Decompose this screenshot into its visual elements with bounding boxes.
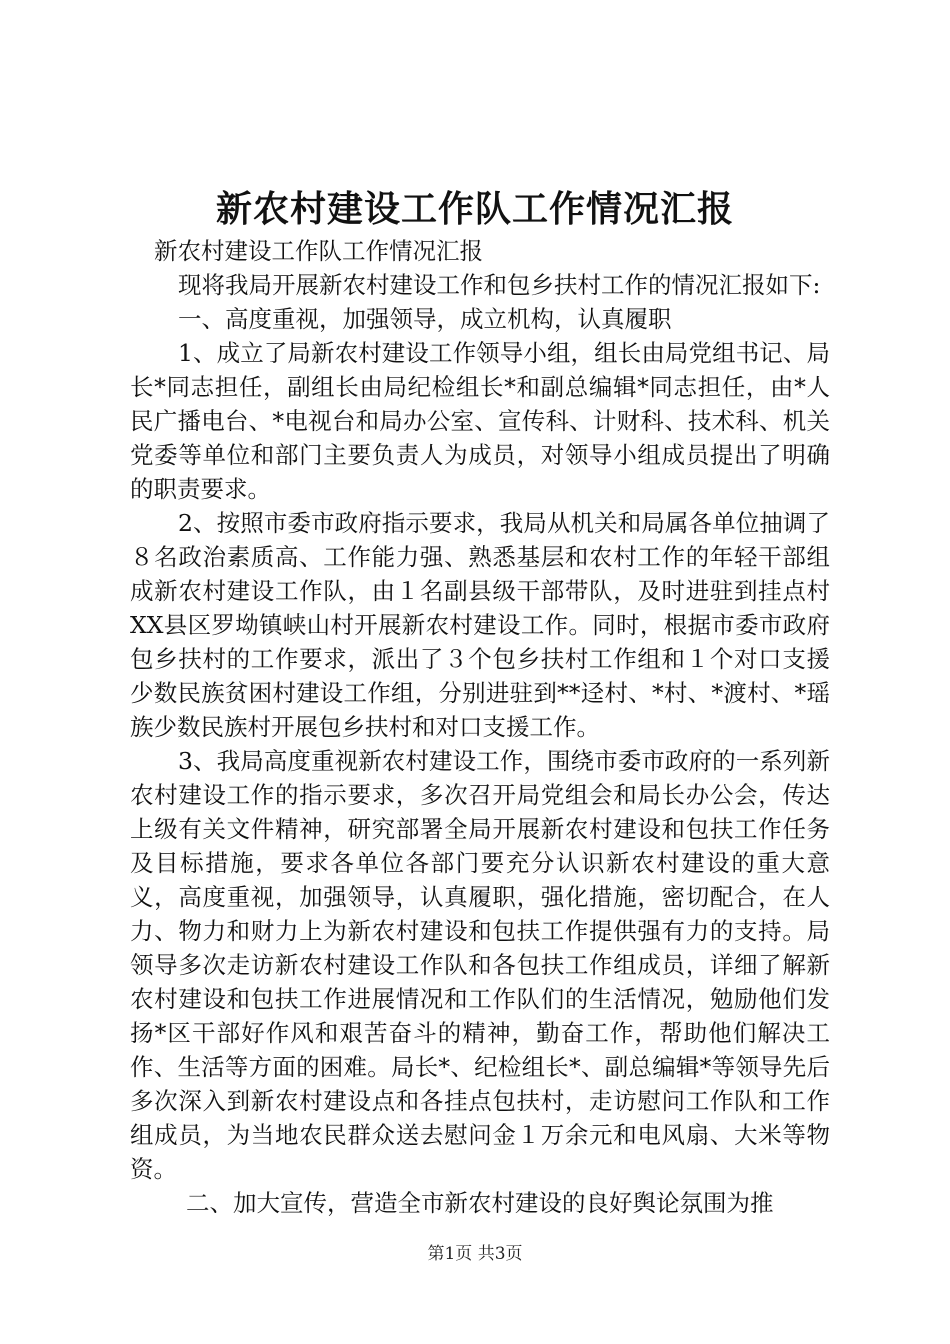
document-title: 新农村建设工作队工作情况汇报 — [215, 188, 734, 230]
page-footer: 第1页 共3页 — [427, 1244, 523, 1264]
section-heading-2: 二、加大宣传，营造全市新农村建设的良好舆论氛围为推 — [186, 1189, 774, 1217]
paragraph-item-3: 3、我局高度重视新农村建设工作，围绕市委市政府的一系列新农村建设工作的指示要求，多次召开局党组会和局长办公会，传达上级有关文件精神，研究部署全局开展新农村建设和包扶工作任务及目标措施，要求各单位各部门要充分认识新农村建设的重大意义，高度重视，加强领导，认真履职，强化措施，密切配合，在人力、物力和财力上为新农村建设和包扶工作提供强有力的支持。局领导多次走访新农村建设工作队和各包扶工作组成员，详细了解新农村建设和包扶工作进展情况和工作队们的生活情况，勉励他们发扬*区干部好作风和艰苦奋斗的精神，勤奋工作，帮助他们解决工作、生活等方面的困难。局长*、纪检组长*、副总编辑*等领导先后多次深入到新农村建设点和各挂点包扶村，走访慰问工作队和工作组成员，为当地农民群众送去慰问金１万余元和电风扇、大米等物资。 — [130, 747, 830, 1183]
paragraph-item-1: 1、成立了局新农村建设工作领导小组，组长由局党组书记、局长*同志担任，副组长由局纪检组长*和副总编辑*同志担任，由*人民广播电台、*电视台和局办公室、宣传科、计财科、技术科、机关党委等单位和部门主要负责人为成员，对领导小组成员提出了明确的职责要求。 — [130, 339, 830, 503]
paragraph-item-2: 2、按照市委市政府指示要求，我局从机关和局属各单位抽调了８名政治素质高、工作能力强、熟悉基层和农村工作的年轻干部组成新农村建设工作队，由１名副县级干部带队，及时进驻到挂点村XX县区罗坳镇峡山村开展新农村建设工作。同时，根据市委市政府包乡扶村的工作要求，派出了３个包乡扶村工作组和１个对口支援少数民族贫困村建设工作组，分别进驻到**迳村、*村、*渡村、*瑶族少数民族村开展包乡扶村和对口支援工作。 — [130, 509, 830, 741]
section-heading-1: 一、高度重视，加强领导，成立机构，认真履职 — [178, 305, 672, 333]
document-body — [130, 234, 830, 1220]
paragraph-subtitle: 新农村建设工作队工作情况汇报 — [154, 237, 483, 265]
paragraph-intro: 现将我局开展新农村建设工作和包乡扶村工作的情况汇报如下: — [178, 271, 821, 299]
